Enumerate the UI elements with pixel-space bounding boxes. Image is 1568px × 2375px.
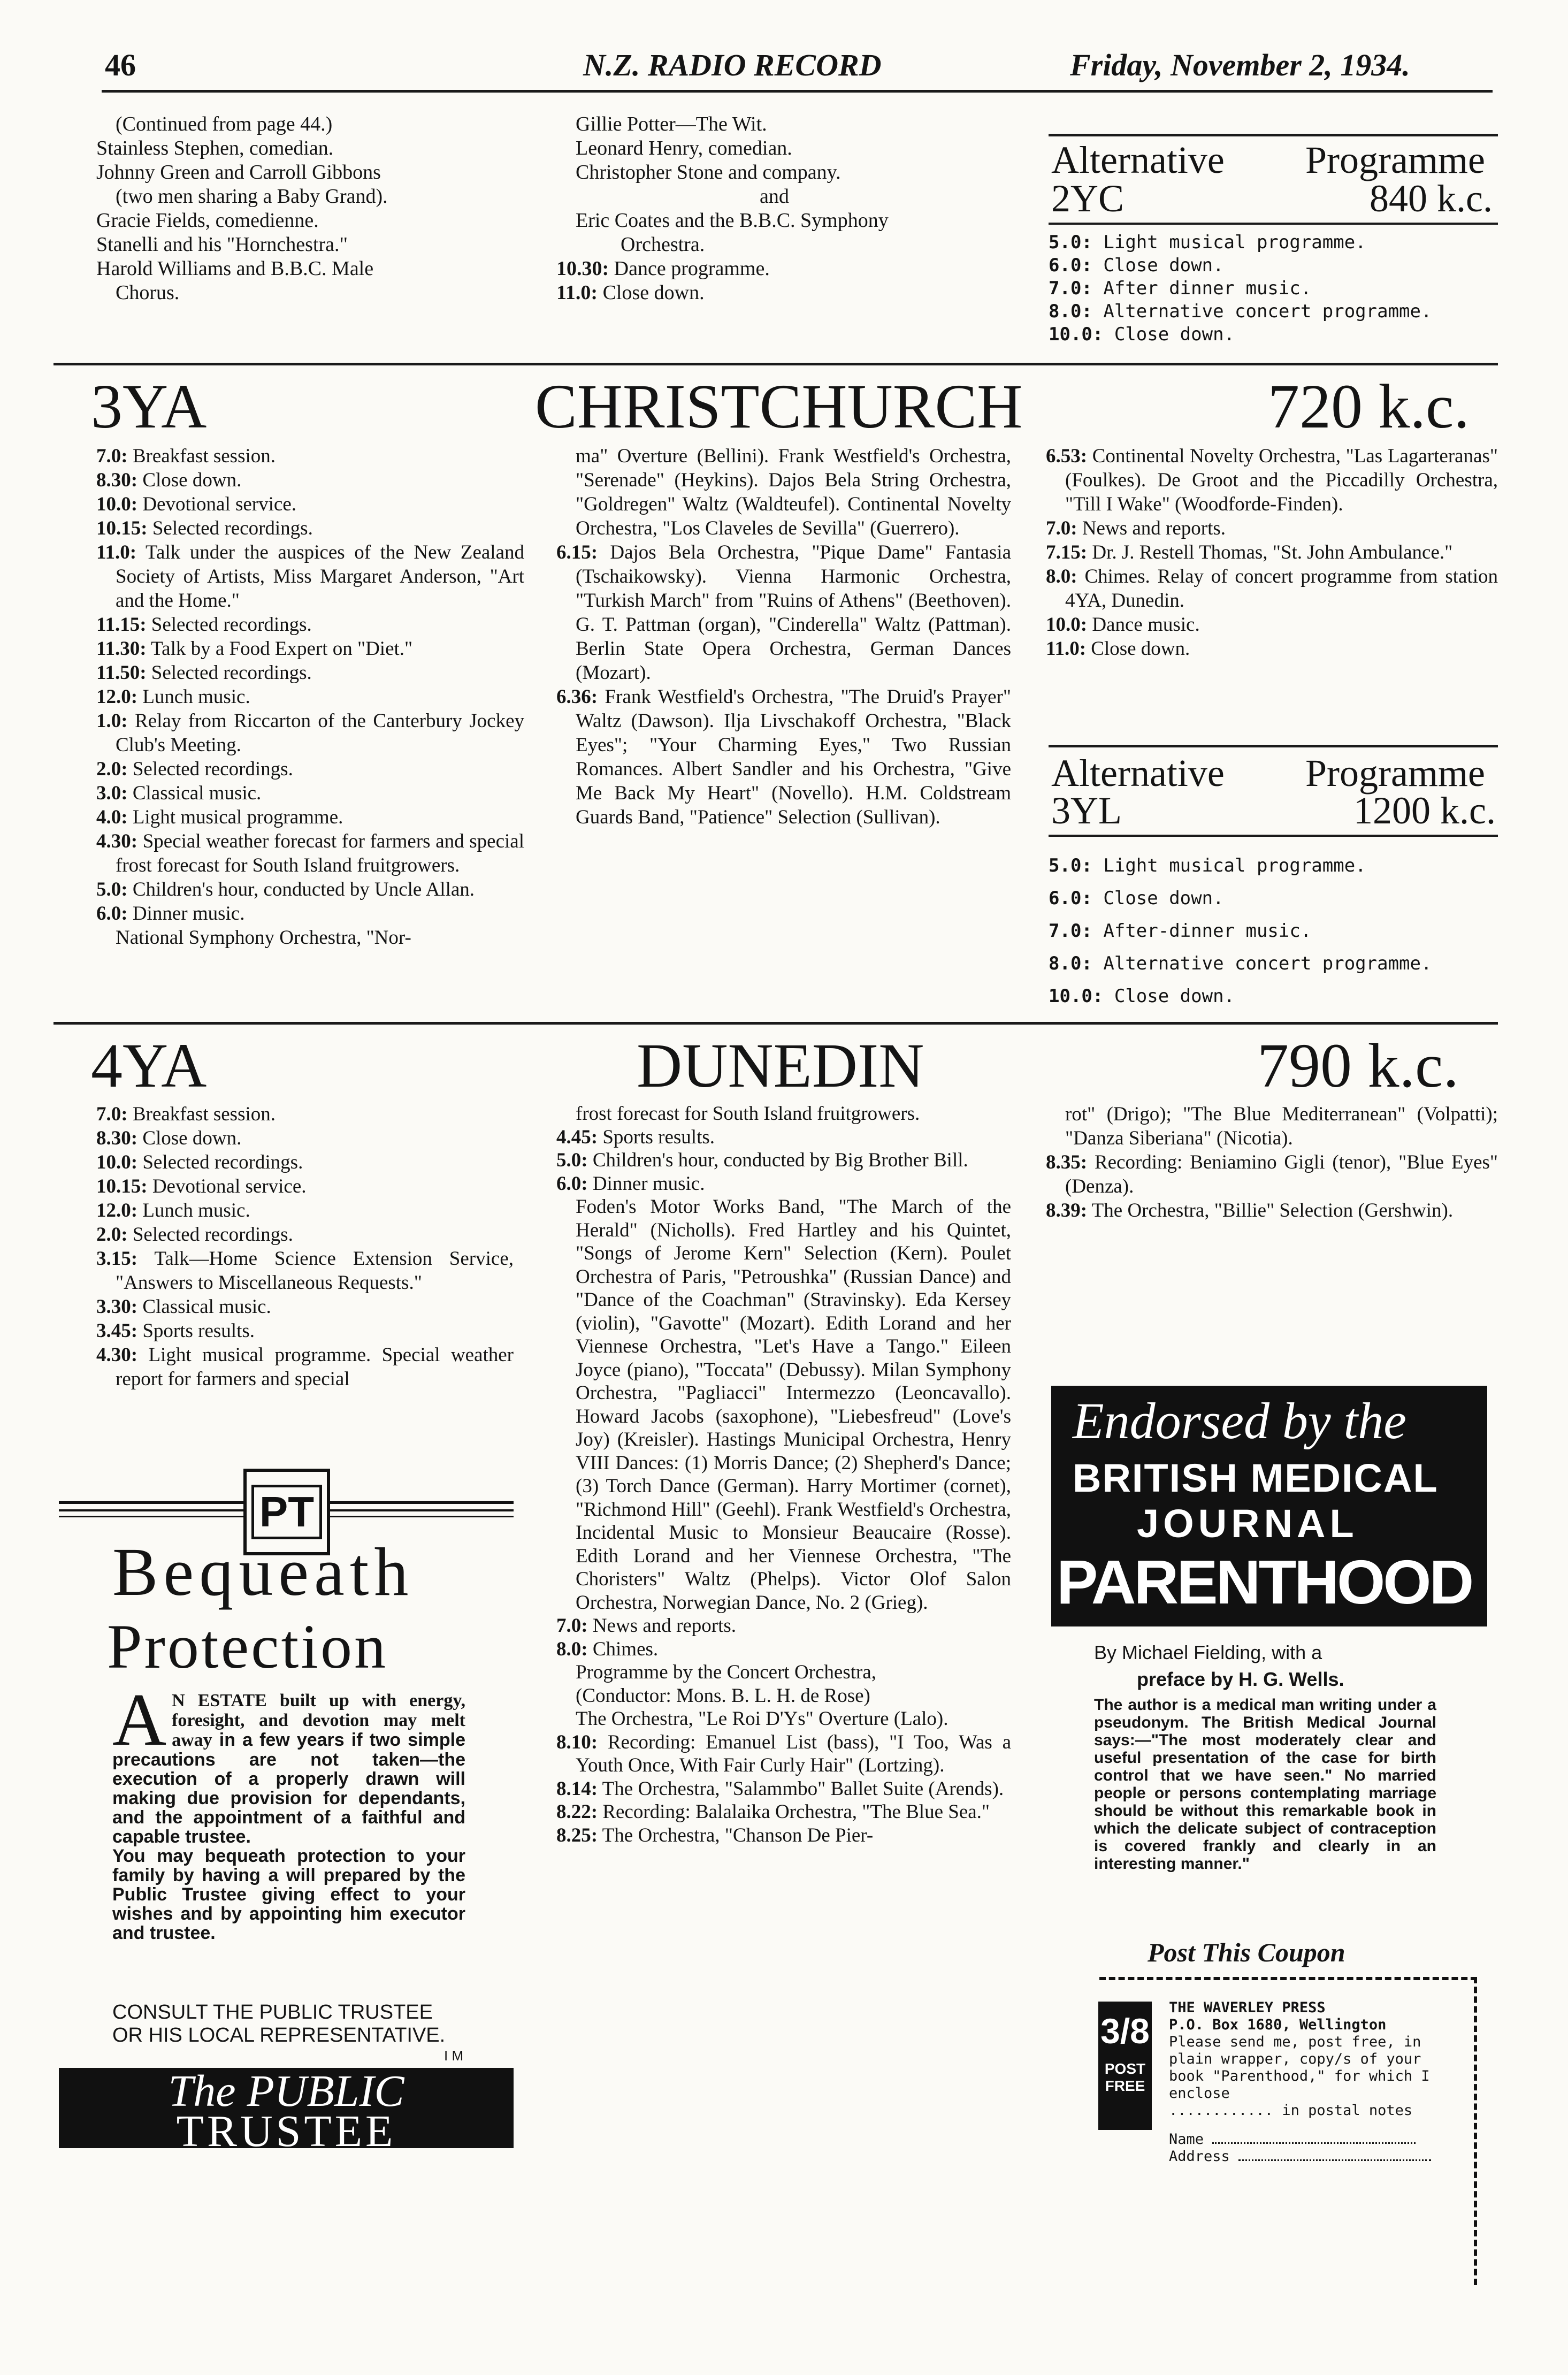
programme-item: Selected recordings. bbox=[151, 662, 312, 684]
programme-item: The Orchestra, "Le Roi D'Ys" Overture (Lalo). bbox=[576, 1708, 949, 1730]
alt-3yl-title-2: Programme bbox=[1305, 752, 1485, 795]
dropcap: A bbox=[112, 1678, 167, 1761]
top-column-2 bbox=[556, 112, 1022, 305]
time: 11.0: bbox=[1046, 638, 1087, 660]
time: 5.0: bbox=[1049, 855, 1092, 876]
ad-consult-1: CONSULT THE PUBLIC TRUSTEE bbox=[112, 2001, 433, 2023]
time: 11.0: bbox=[96, 541, 137, 563]
time: 6.53: bbox=[1046, 445, 1088, 467]
time: 4.30: bbox=[96, 830, 138, 852]
station-city-3ya: CHRISTCHURCH bbox=[535, 371, 1023, 441]
price-free: FREE bbox=[1105, 2078, 1145, 2094]
time: 5.0: bbox=[96, 879, 128, 900]
list-item: Stanelli and his "Hornchestra." bbox=[96, 233, 348, 256]
time: 10.0: bbox=[96, 1151, 138, 1173]
time: 8.25: bbox=[556, 1824, 598, 1846]
programme-item: Breakfast session. bbox=[132, 1103, 276, 1125]
price: 3/8 bbox=[1100, 2011, 1150, 2051]
programme-item: Recording: Balalaika Orchestra, "The Blue Sea." bbox=[602, 1801, 990, 1823]
alt-3yl-call: 3YL bbox=[1051, 789, 1122, 832]
programme-item: rot" (Drigo); "The Blue Mediterranean" (Volpatti); "Danza Siberiana" (Nicotia). bbox=[1065, 1103, 1498, 1149]
programme-item: National Symphony Orchestra, "Nor- bbox=[116, 927, 411, 949]
order-text: Please send me, post free, in plain wrapper, copy/s of your book "Parenthood," for which I enclose bbox=[1169, 2034, 1430, 2102]
time: 7.0: bbox=[96, 445, 128, 467]
programme-item: Close down. bbox=[142, 1127, 242, 1149]
time: 6.0: bbox=[96, 903, 128, 925]
public-trustee-advert bbox=[59, 1453, 514, 2156]
programme-item: Relay from Riccarton of the Canterbury Jockey Club's Meeting. bbox=[116, 710, 525, 756]
station-call-3ya: 3YA bbox=[91, 371, 207, 441]
time: 11.30: bbox=[96, 638, 147, 660]
programme-item: After dinner music. bbox=[1103, 278, 1312, 299]
list-item: (two men sharing a Baby Grand). bbox=[116, 185, 388, 208]
postal-notes: ............ in postal notes bbox=[1169, 2102, 1413, 2119]
time: 10.0: bbox=[1046, 614, 1088, 636]
programme-item: Selected recordings. bbox=[142, 1151, 303, 1173]
programme-item: Dance programme. bbox=[614, 257, 770, 280]
parenthood-banner bbox=[1051, 1386, 1487, 1626]
time: 3.15: bbox=[96, 1248, 138, 1270]
alt-2yc-title: Alternative bbox=[1051, 139, 1225, 181]
alt-2yc-freq: 840 k.c. bbox=[1370, 177, 1493, 220]
name-label: Name bbox=[1169, 2131, 1204, 2148]
issue-date: Friday, November 2, 1934. bbox=[1070, 48, 1410, 82]
section-rule-4ya bbox=[53, 1022, 1498, 1025]
station-city-4ya: DUNEDIN bbox=[637, 1030, 924, 1101]
programme-item: Dinner music. bbox=[132, 903, 245, 925]
time: 10.30: bbox=[556, 257, 609, 280]
list-item: Leonard Henry, comedian. bbox=[576, 137, 792, 159]
schedule-3ya-col2 bbox=[556, 444, 1011, 829]
time: 7.0: bbox=[1049, 920, 1092, 942]
time: 5.0: bbox=[556, 1149, 588, 1171]
programme-item: Light musical programme. Special weather report for farmers and special bbox=[116, 1344, 514, 1390]
preface: preface by H. G. Wells. bbox=[1137, 1668, 1344, 1690]
time: 4.45: bbox=[556, 1126, 598, 1148]
alt-2yc-call: 2YC bbox=[1051, 177, 1125, 220]
time: 8.30: bbox=[96, 469, 138, 491]
programme-item: Selected recordings. bbox=[132, 758, 293, 780]
programme-item: Light musical programme. bbox=[132, 806, 343, 828]
time: 8.0: bbox=[1046, 566, 1077, 587]
list-item: Christopher Stone and company. bbox=[576, 161, 841, 184]
programme-item: Selected recordings. bbox=[132, 1224, 293, 1246]
time: 11.15: bbox=[96, 614, 147, 636]
time: 8.14: bbox=[556, 1777, 598, 1800]
programme-item: Dance music. bbox=[1092, 614, 1200, 636]
time: 10.0: bbox=[96, 493, 138, 515]
list-item: Gracie Fields, comedienne. bbox=[96, 209, 319, 232]
time: 3.30: bbox=[96, 1296, 138, 1318]
banner-line-1: The PUBLIC bbox=[168, 2066, 404, 2116]
alt-2yc-top-rule bbox=[1049, 134, 1498, 136]
programme-item: Close down. bbox=[602, 281, 705, 304]
programme-item: News and reports. bbox=[592, 1615, 737, 1637]
list-item: Orchestra. bbox=[621, 233, 705, 256]
programme-item: Close down. bbox=[1091, 638, 1190, 660]
banner-line-2: TRUSTEE bbox=[176, 2106, 396, 2156]
time: 8.10: bbox=[556, 1731, 598, 1753]
programme-item: Talk by a Food Expert on "Diet." bbox=[151, 638, 413, 660]
programme-item: Close down. bbox=[1114, 986, 1235, 1007]
address-label: Address bbox=[1169, 2148, 1230, 2165]
time: 6.15: bbox=[556, 541, 598, 563]
time: 10.15: bbox=[96, 1175, 148, 1197]
schedule-4ya-col1 bbox=[96, 1102, 514, 1391]
programme-item: Foden's Motor Works Band, "The March of the Herald" (Nicholls). Fred Hartley and his Quintet, "Songs of Jerome Kern" Selection (Kern). Poulet Orchestra of Paris, "Petroushka" (Russian Dance) and "Dance of the Coachman" (Stravinsky). Eda Kersey (violin), "Gavotte" (Mozart). Edith Lorand and her Viennese Orchestra, "Let's Have a Tango." Eileen Joyce (piano), "Toccata" (Debussy). Milan Symphony Orchestra, "Pagliacci" Intermezzo (Leoncavallo). Howard Jacobs (saxophone), "Liebesfreud" (Love's Joy) (Kreisler). Hastings Municipal Orchestra, Henry VIII Dances: (1) Morris Dance; (2) Shepherd's Dance; (3) Torch Dance (German). Harry Mortimer (cornet), "Richmond Hill" (Geehl). Frank Westfield's Orchestra, Incidental Music to Monsieur Beaucaire (Rosse). Edith Lorand and her Viennese Orchestra, "The Choristers" Waltz (Phelps). Victor Olof Salon Orchestra, Norwegian Dance, No. 2 (Grieg). bbox=[576, 1196, 1011, 1614]
time: 8.0: bbox=[1049, 301, 1092, 322]
list-item: Harold Williams and B.B.C. Male bbox=[96, 257, 374, 280]
station-call-4ya: 4YA bbox=[91, 1030, 207, 1101]
list-item: and bbox=[760, 185, 789, 208]
bmj-line-2: JOURNAL bbox=[1137, 1501, 1358, 1546]
programme-item: Classical music. bbox=[142, 1296, 271, 1318]
address-row bbox=[1169, 2148, 1458, 2165]
time: 7.0: bbox=[556, 1615, 588, 1637]
time: 5.0: bbox=[1049, 232, 1092, 253]
programme-item: ma" Overture (Bellini). Frank Westfield's Orchestra, "Serenade" (Heykins). Dajos Bela String Orchestra, "Goldregen" Waltz (Waldteufel). Continental Novelty Orchestra, "Los Claveles de Sevilla" (Guerrero). bbox=[576, 445, 1011, 539]
programme-item: Sports results. bbox=[142, 1320, 255, 1342]
byline: By Michael Fielding, with a bbox=[1094, 1641, 1322, 1663]
programme-item: Devotional service. bbox=[152, 1175, 307, 1197]
time: 2.0: bbox=[96, 1224, 128, 1246]
time: 8.30: bbox=[96, 1127, 138, 1149]
name-field bbox=[1212, 2142, 1416, 2144]
ad-headline-1: Bequeath bbox=[112, 1534, 414, 1610]
time: 1.0: bbox=[96, 710, 128, 732]
list-item: Johnny Green and Carroll Gibbons bbox=[96, 161, 381, 184]
coupon-text bbox=[1169, 1999, 1458, 2165]
programme-item: Lunch music. bbox=[142, 686, 250, 708]
time: 3.45: bbox=[96, 1320, 138, 1342]
programme-item: Classical music. bbox=[132, 782, 262, 804]
coupon-box bbox=[1099, 1977, 1477, 2285]
time: 8.39: bbox=[1046, 1200, 1088, 1221]
programme-item: Breakfast session. bbox=[132, 445, 276, 467]
programme-item: Continental Novelty Orchestra, "Las Lagarteranas" (Foulkes). De Groot and the Piccadilly Orchestra, "Till I Wake" (Woodforde-Finden). bbox=[1065, 445, 1498, 515]
programme-item: Close down. bbox=[1114, 324, 1235, 345]
parenthood-advert bbox=[1046, 1375, 1498, 2295]
programme-item: Programme by the Concert Orchestra, bbox=[576, 1661, 877, 1683]
programme-item: After-dinner music. bbox=[1103, 920, 1312, 942]
bmj-line-1: BRITISH MEDICAL bbox=[1073, 1456, 1439, 1500]
header-rule bbox=[102, 90, 1493, 93]
alt-3yl-title: Alternative bbox=[1051, 752, 1225, 795]
time: 4.30: bbox=[96, 1344, 138, 1366]
programme-item: Devotional service. bbox=[142, 493, 296, 515]
programme-item: Talk under the auspices of the New Zealand Society of Artists, Miss Margaret Anderson, "Art and the Home." bbox=[116, 541, 524, 612]
post-coupon-heading: Post This Coupon bbox=[1148, 1937, 1345, 1967]
alt-2yc-rule bbox=[1049, 223, 1498, 225]
time: 10.15: bbox=[96, 517, 148, 539]
programme-item: Lunch music. bbox=[142, 1200, 250, 1221]
time: 10.0: bbox=[1049, 324, 1104, 345]
time: 8.35: bbox=[1046, 1151, 1088, 1173]
programme-item: Dajos Bela Orchestra, "Pique Dame" Fantasia (Tschaikowsky). Vienna Harmonic Orchestra, "Turkish March" from "Ruins of Athens" (Beethoven). G. T. Pattman (organ), "Cinderella" Waltz (Pattman). Berlin State Opera Orchestra, German Dances (Mozart). bbox=[576, 541, 1011, 684]
programme-item: Dr. J. Restell Thomas, "St. John Ambulance." bbox=[1092, 541, 1453, 563]
press-name: THE WAVERLEY PRESS bbox=[1169, 1999, 1326, 2016]
programme-item: Recording: Emanuel List (bass), "I Too, Was a Youth Once, With Fair Curly Hair" (Lortzing). bbox=[576, 1731, 1012, 1776]
time: 7.0: bbox=[96, 1103, 128, 1125]
publication-title: N.Z. RADIO RECORD bbox=[583, 48, 882, 82]
programme-item: Chimes. bbox=[592, 1638, 659, 1660]
programme-item: Children's hour, conducted by Big Brother Bill. bbox=[592, 1149, 968, 1171]
alt-3yl-list bbox=[1049, 850, 1498, 1013]
programme-item: Alternative concert programme. bbox=[1103, 953, 1432, 974]
time: 12.0: bbox=[96, 1200, 138, 1221]
time: 4.0: bbox=[96, 806, 128, 828]
programme-item: Selected recordings. bbox=[151, 614, 312, 636]
name-row bbox=[1169, 2131, 1458, 2148]
continued-note: (Continued from page 44.) bbox=[116, 113, 333, 135]
time: 6.0: bbox=[556, 1172, 588, 1195]
programme-item: Light musical programme. bbox=[1103, 232, 1366, 253]
alt-3yl-freq: 1200 k.c. bbox=[1353, 789, 1496, 832]
page-number: 46 bbox=[105, 48, 136, 82]
address-field bbox=[1238, 2159, 1431, 2161]
programme-item: Recording: Beniamino Gigli (tenor), "Blue Eyes" (Denza). bbox=[1065, 1151, 1498, 1197]
time: 11.0: bbox=[556, 281, 598, 304]
monogram-text: PT bbox=[251, 1485, 322, 1539]
programme-item: (Conductor: Mons. B. L. H. de Rose) bbox=[576, 1684, 870, 1707]
programme-item: Close down. bbox=[1103, 888, 1224, 909]
time: 7.15: bbox=[1046, 541, 1088, 563]
list-item: Chorus. bbox=[116, 281, 180, 304]
programme-item: Chimes. Relay of concert programme from station 4YA, Dunedin. bbox=[1065, 566, 1498, 612]
programme-item: The Orchestra, "Chanson De Pier- bbox=[602, 1824, 874, 1846]
time: 8.22: bbox=[556, 1801, 598, 1823]
time: 7.0: bbox=[1049, 278, 1092, 299]
ad-first-paragraph bbox=[112, 1678, 465, 1847]
list-item: Gillie Potter—The Wit. bbox=[576, 113, 767, 135]
top-column-1 bbox=[96, 112, 524, 305]
time: 12.0: bbox=[96, 686, 138, 708]
schedule-3ya-col1 bbox=[96, 444, 524, 950]
time: 8.0: bbox=[556, 1638, 588, 1660]
ad-headline-2: Protection bbox=[107, 1612, 388, 1682]
programme-item: News and reports. bbox=[1082, 517, 1226, 539]
endorsed-line: Endorsed by the bbox=[1073, 1392, 1406, 1449]
ad-code: I M bbox=[444, 2048, 464, 2064]
time: 7.0: bbox=[1046, 517, 1077, 539]
time: 10.0: bbox=[1049, 986, 1104, 1007]
time: 6.36: bbox=[556, 686, 598, 708]
programme-item: Selected recordings. bbox=[152, 517, 313, 539]
programme-item: Children's hour, conducted by Uncle Allan. bbox=[132, 879, 475, 900]
programme-item: frost forecast for South Island fruitgrowers. bbox=[576, 1103, 920, 1125]
programme-item: Special weather forecast for farmers and special frost forecast for South Island fruitgrowers. bbox=[116, 830, 525, 876]
programme-item: Sports results. bbox=[602, 1126, 715, 1148]
time: 11.50: bbox=[96, 662, 147, 684]
alt-3yl-rule bbox=[1049, 835, 1498, 837]
time: 6.0: bbox=[1049, 888, 1092, 909]
programme-item: Talk—Home Science Extension Service, "Answers to Miscellaneous Requests." bbox=[116, 1248, 514, 1294]
alt-2yc-list bbox=[1049, 231, 1498, 346]
ad-body-first: N ESTATE built up with energy, foresight, and devotion may melt away bbox=[172, 1691, 465, 1750]
book-blurb: The author is a medical man writing under a pseudonym. The British Medical Journal says:—"The most moderately clear and useful presentation of the case for birth control that we have seen." No married people or persons contemplating marriage should be without this remarkable book in which the delicate subject of contraception is covered frankly and clearly in an interesting manner." bbox=[1094, 1696, 1436, 1873]
programme-item: Alternative concert programme. bbox=[1103, 301, 1432, 322]
programme-item: Light musical programme. bbox=[1103, 855, 1366, 876]
public-trustee-banner bbox=[59, 2066, 514, 2156]
alt-3yl-top-rule bbox=[1049, 745, 1498, 747]
section-rule-3ya bbox=[53, 363, 1498, 365]
programme-item: The Orchestra, "Salammbo" Ballet Suite (Arends). bbox=[602, 1777, 1004, 1800]
programme-item: Close down. bbox=[1103, 255, 1224, 276]
schedule-4ya-col3 bbox=[1046, 1102, 1498, 1223]
programme-item: Dinner music. bbox=[592, 1172, 705, 1195]
list-item: Eric Coates and the B.B.C. Symphony bbox=[576, 209, 889, 232]
ad-body-text: in a few years if two simple precautions are not taken—the execution of a properly drawn will making due provision for dependants, and the appointment of a faithful and capable trustee. bbox=[112, 1730, 465, 1847]
price-post: POST bbox=[1104, 2060, 1146, 2077]
ad-consult-2: OR HIS LOCAL REPRESENTATIVE. bbox=[112, 2024, 446, 2046]
schedule-4ya-col2 bbox=[556, 1102, 1011, 1847]
schedule-3ya-col3 bbox=[1046, 444, 1498, 661]
book-title: PARENTHOOD bbox=[1057, 1547, 1472, 1617]
time: 2.0: bbox=[96, 758, 128, 780]
press-box: P.O. Box 1680, Wellington bbox=[1169, 2017, 1387, 2033]
ad-body-text-2: You may bequeath protection to your family by having a will prepared by the Public Trustee giving effect to your wishes and by appointing him executor and trustee. bbox=[112, 1846, 465, 1943]
list-item: Stainless Stephen, comedian. bbox=[96, 137, 334, 159]
alt-2yc-title-2: Programme bbox=[1305, 139, 1485, 181]
time: 3.0: bbox=[96, 782, 128, 804]
programme-item: The Orchestra, "Billie" Selection (Gershwin). bbox=[1091, 1200, 1454, 1221]
station-freq-3ya: 720 k.c. bbox=[1268, 371, 1470, 441]
station-freq-4ya: 790 k.c. bbox=[1257, 1030, 1459, 1101]
programme-item: Frank Westfield's Orchestra, "The Druid's Prayer" Waltz (Dawson). Ilja Livschakoff Orchestra, "Black Eyes"; "Your Charming Eyes," Two Russian Romances. Albert Sandler and his Orchestra, "Give Me Back My Heart" (Novello). H.M. Coldstream Guards Band, "Patience" Selection (Sullivan). bbox=[576, 686, 1011, 828]
programme-item: Close down. bbox=[142, 469, 242, 491]
time: 6.0: bbox=[1049, 255, 1092, 276]
time: 8.0: bbox=[1049, 953, 1092, 974]
ad-body bbox=[112, 1678, 465, 1943]
price-tag bbox=[1098, 2002, 1152, 2130]
